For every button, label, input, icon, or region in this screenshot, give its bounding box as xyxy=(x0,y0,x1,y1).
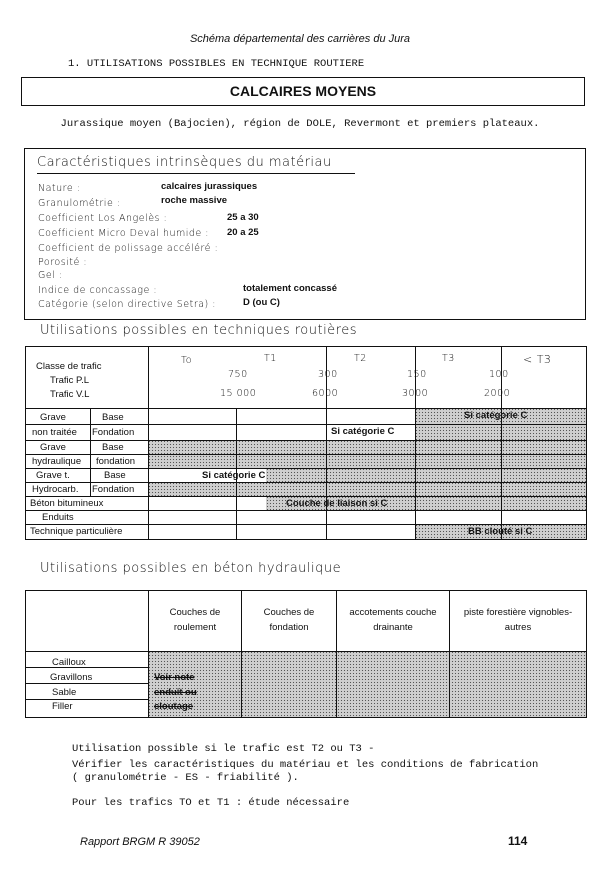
class-t0: To xyxy=(181,355,193,366)
note-line-4: Pour les trafics TO et T1 : étude nécessaire xyxy=(72,797,350,809)
class-t2: T2 xyxy=(354,353,367,364)
row-gth-label-1: Grave xyxy=(40,442,66,453)
row-gthc-label-2: Hydrocarb. xyxy=(32,484,79,495)
row-filler: Filler xyxy=(52,701,73,712)
char-value-concassage: totalement concassé xyxy=(243,283,337,294)
grid-line xyxy=(26,408,586,409)
traffic-pl-label: Trafic P.L xyxy=(50,375,90,386)
char-value-los-angeles: 25 a 30 xyxy=(227,212,259,223)
annotation-bb: Couche de liaison si C xyxy=(286,498,388,509)
class-t3: T3 xyxy=(442,353,455,364)
row-gth-label-2: hydraulique xyxy=(32,456,82,467)
annotation-gnt-base: Si catégorie C xyxy=(464,410,528,421)
shade-gthc-fond xyxy=(148,482,586,496)
class-t1: T1 xyxy=(264,353,277,364)
page-title: CALCAIRES MOYENS xyxy=(229,83,377,99)
annotation-gth-base: Si catégorie C xyxy=(202,470,266,481)
row-gthc-label-1: Grave t. xyxy=(36,470,70,481)
row-gnt-fondation: Fondation xyxy=(92,427,135,438)
row-sable: Sable xyxy=(52,687,77,698)
annotation-voir-note: Voir note xyxy=(154,672,195,683)
section-heading: 1. UTILISATIONS POSSIBLES EN TECHNIQUE ROUTIERE xyxy=(68,58,365,70)
traffic-vl-label: Trafic V.L xyxy=(50,389,90,400)
col-accotements: accotements couche drainante xyxy=(349,607,437,633)
char-label-nature: Nature : xyxy=(38,183,81,194)
characteristics-heading: Caractéristiques intrinsèques du matériau xyxy=(37,155,332,170)
grid-line xyxy=(26,651,586,652)
char-label-categorie: Catégorie (selon directive Setra) : xyxy=(38,299,216,310)
grid-line xyxy=(26,482,586,483)
char-label-concassage: Indice de concassage : xyxy=(38,285,158,296)
grid-line xyxy=(449,591,450,717)
title-box xyxy=(21,77,585,106)
shade-gthc-base xyxy=(266,468,586,482)
row-gthc-base: Base xyxy=(104,470,126,481)
grid-line xyxy=(26,496,586,497)
row-gnt-label-1: Grave xyxy=(40,412,66,423)
char-value-nature: calcaires jurassiques xyxy=(161,181,258,192)
pl-value-150: 150 xyxy=(407,369,427,380)
col-couches-fondation: Couches de fondation xyxy=(263,607,315,633)
road-table-heading: Utilisations possibles en techniques routières xyxy=(40,323,358,338)
note-line-1: Utilisation possible si le trafic est T2 ou T3 - xyxy=(72,743,375,755)
row-gth-fondation: fondation xyxy=(96,456,136,467)
row-gthc-fondation: Fondation xyxy=(92,484,135,495)
grid-line xyxy=(26,468,586,469)
subtitle: Jurassique moyen (Bajocien), région de DOLE, Revermont et premiers plateaux. xyxy=(60,118,540,130)
char-label-micro-deval: Coefficient Micro Deval humide : xyxy=(38,228,209,239)
pl-value-750: 750 xyxy=(228,369,248,380)
traffic-class-label: Classe de trafic xyxy=(36,361,102,372)
note-line-2: Vérifier les caractéristiques du matériau et les conditions de fabrication xyxy=(72,759,539,771)
annotation-gnt-fond: Si catégorie C xyxy=(331,426,395,437)
char-label-granulometrie: Granulométrie : xyxy=(38,198,121,209)
document-header: Schéma départemental des carrières du Jura xyxy=(189,33,411,45)
annotation-enduit-ou: enduit ou xyxy=(154,687,197,698)
col-couches-roulement: Couches de roulement xyxy=(169,607,221,633)
note-line-3: ( granulométrie - ES - friabilité ). xyxy=(72,772,299,784)
concrete-table-heading: Utilisations possibles en béton hydraulique xyxy=(40,561,342,576)
grid-line xyxy=(26,510,586,511)
pl-value-300: 300 xyxy=(318,369,338,380)
row-gnt-base: Base xyxy=(102,412,124,423)
grid-line xyxy=(26,683,148,684)
pl-value-100: 100 xyxy=(489,369,509,380)
road-usage-table xyxy=(25,346,587,540)
row-tp-label: Technique particulière xyxy=(30,526,123,537)
char-label-polissage: Coefficient de polissage accéléré : xyxy=(38,243,219,254)
class-lt-t3: < T3 xyxy=(523,353,552,366)
char-value-micro-deval: 20 a 25 xyxy=(227,227,259,238)
annotation-tp: BB clouté si C xyxy=(468,526,533,537)
annotation-cloutage: cloutage xyxy=(154,701,194,712)
characteristics-box xyxy=(24,148,586,320)
col-piste-forestiere: piste forestière vignobles-autres xyxy=(463,607,573,633)
row-gnt-label-2: non traitée xyxy=(32,427,77,438)
grid-line xyxy=(241,591,242,717)
row-cailloux: Cailloux xyxy=(52,657,86,668)
vl-value-3000: 3000 xyxy=(402,388,429,399)
shade-concrete xyxy=(148,651,586,717)
row-enduits-label: Enduits xyxy=(42,512,74,523)
grid-line xyxy=(148,591,149,717)
char-value-categorie: D (ou C) xyxy=(243,297,280,308)
row-gravillons: Gravillons xyxy=(50,672,93,683)
grid-line xyxy=(26,454,586,455)
char-label-porosite: Porosité : xyxy=(38,257,88,268)
report-reference: Rapport BRGM R 39052 xyxy=(80,836,200,848)
grid-line xyxy=(26,699,148,700)
grid-line xyxy=(26,424,586,425)
heading-underline xyxy=(37,173,355,174)
vl-value-2000: 2000 xyxy=(484,388,511,399)
char-label-gel: Gel : xyxy=(38,270,63,281)
grid-line xyxy=(336,591,337,717)
row-bb-label: Béton bitumineux xyxy=(30,498,104,509)
grid-line xyxy=(26,524,586,525)
char-label-los-angeles: Coefficient Los Angelès : xyxy=(38,213,168,224)
row-gth-base: Base xyxy=(102,442,124,453)
vl-value-15000: 15 000 xyxy=(220,388,257,399)
concrete-usage-table xyxy=(25,590,587,718)
grid-line xyxy=(26,667,148,668)
page-number: 114 xyxy=(508,834,528,848)
char-value-granulometrie: roche massive xyxy=(161,195,228,206)
vl-value-6000: 6000 xyxy=(312,388,339,399)
grid-line xyxy=(26,440,586,441)
